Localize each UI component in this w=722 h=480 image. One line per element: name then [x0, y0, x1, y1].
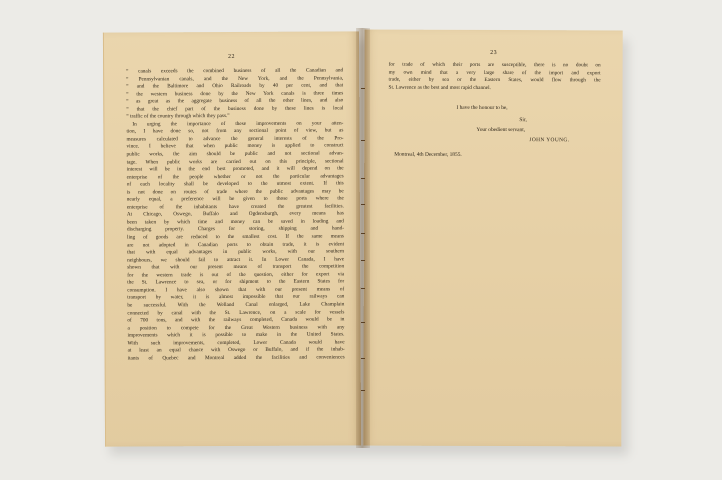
text-line: discharging property. Charges for storing, shipping and hand-	[126, 225, 344, 234]
text-line: been taken by which time and money can be saved in loading and	[126, 218, 344, 226]
closing-servant: Your obedient servant,	[476, 126, 526, 134]
text-line: “ traffic of the country through which they pass.”	[126, 113, 230, 120]
text-line: improvements which it is possible to make in the United States.	[127, 331, 345, 339]
text-line: that with equal advantages in public works, with our southern	[127, 248, 345, 256]
stitch-mark	[361, 204, 365, 205]
page-number-left: 22	[228, 53, 236, 61]
text-line: public works, the aim should be public and not sectional advan-	[126, 150, 344, 158]
text-line: connected by canal with the St. Lawrence, on a scale for vessels	[127, 308, 345, 317]
place-date: Montreal, 4th December, 1855.	[394, 151, 462, 158]
text-line: itants of Quebec and Montreal added the facilities and conveniences	[127, 354, 345, 362]
text-line: “ canals exceeds the combined business of all the Canadian and	[126, 67, 344, 75]
text-line: “ the western business done by the New York canals is three times	[126, 90, 344, 98]
stitch-mark	[361, 233, 365, 234]
text-line: be successful. With the Welland Canal enlarged, Lake Champlain	[127, 301, 345, 309]
text-line: transport by water, it is almost impossible that our railways can	[127, 293, 345, 301]
page-number-right: 23	[490, 49, 498, 57]
text-line: for trade of which their ports are susceptible, there is no doubt on	[388, 61, 601, 69]
text-line: is not done on routes of trade where the public advantages may be	[126, 188, 344, 196]
text-line: the St. Lawrence to sea, or for shipment to the Eastern States for	[127, 278, 345, 286]
text-line: enterprise of the inhabitants have created the greatest facilities.	[126, 203, 344, 211]
text-line: nearly equal, a preference will be given to those ports where the	[126, 195, 344, 203]
text-line: At Chicago, Oswego, Buffalo and Ogdensburgh, every means has	[126, 210, 344, 218]
text-line: of 700 tons, and with the railways completed, Canada would be in	[127, 316, 345, 324]
text-line: “ as great as the aggregate business of all the other lines, and also	[126, 97, 344, 105]
stitch-mark	[361, 88, 365, 89]
text-line: ling of goods are reduced to the smallest cost. If the same means	[126, 233, 345, 241]
right-page	[363, 30, 622, 447]
text-line: at least an equal chance with Oswego or Buffalo, and if the inhab-	[127, 346, 345, 354]
text-line: of each locality shall be developed to the utmost extent. If this	[126, 180, 344, 188]
text-line: neighbours, we should fail to attract it. In Lower Canada, I have	[127, 256, 345, 264]
text-line: are not adopted in Canadian ports to obtain trade, it is evident	[127, 240, 345, 249]
text-line: consumption. I have also shown that with our present means of	[127, 286, 345, 294]
closing-salutation: Sir,	[519, 117, 527, 124]
open-booklet	[104, 28, 624, 448]
text-line: With such improvements, completed, Lower Canada would have	[127, 339, 345, 347]
left-page	[103, 31, 361, 446]
text-line: enterprise of the people whether or not the particular advantages	[126, 173, 344, 181]
stitch-mark	[361, 140, 365, 141]
closing-honour: I have the honour to be,	[456, 104, 508, 112]
binding-spine	[356, 28, 370, 448]
stitch-mark	[361, 178, 365, 179]
text-line: for the western trade is out of the question, either for export via	[127, 271, 345, 279]
stitch-mark	[361, 390, 365, 391]
right-page-text	[389, 62, 601, 93]
stitch-mark	[361, 322, 365, 323]
signature-name: JOHN YOUNG.	[529, 137, 570, 144]
text-line: trade, either by sea or the Eastern States, would flow through the	[388, 76, 601, 84]
text-line: interest will be in the end best promoted, and it will depend on the	[126, 165, 344, 173]
text-line: vince. I believe that when public money is applied to construct	[126, 142, 344, 151]
stitch-mark	[361, 288, 365, 289]
text-line: shown that with our present means of transport the competition	[127, 263, 345, 271]
text-line: “ Pennsylvanian canals, and the New York, and the Pennsylvania,	[126, 74, 344, 83]
text-line: tage. When public works are carried out on this principle, sectional	[126, 157, 344, 166]
stitch-mark	[361, 260, 365, 261]
text-line: “ and the Baltimore and Ohio Railroads by 40 per cent, and that	[126, 82, 344, 90]
text-line: tion, I have done so, not from any sectional point of view, but as	[126, 127, 344, 135]
text-line: a position to compete for the Great Western business with any	[127, 324, 345, 332]
left-page-text	[126, 67, 345, 362]
stitch-mark	[361, 358, 365, 359]
text-line: my own mind that a very large share of the import and export	[388, 69, 601, 76]
text-line: measures calculated to advance the general interests of the Pro-	[126, 135, 344, 143]
text-line: “ that the chief part of the business done by these lines is local	[126, 105, 344, 113]
text-line: St. Lawrence as the best and most rapid channel.	[388, 84, 491, 91]
text-line: In urging the importance of these improvements on your atten-	[132, 120, 344, 128]
